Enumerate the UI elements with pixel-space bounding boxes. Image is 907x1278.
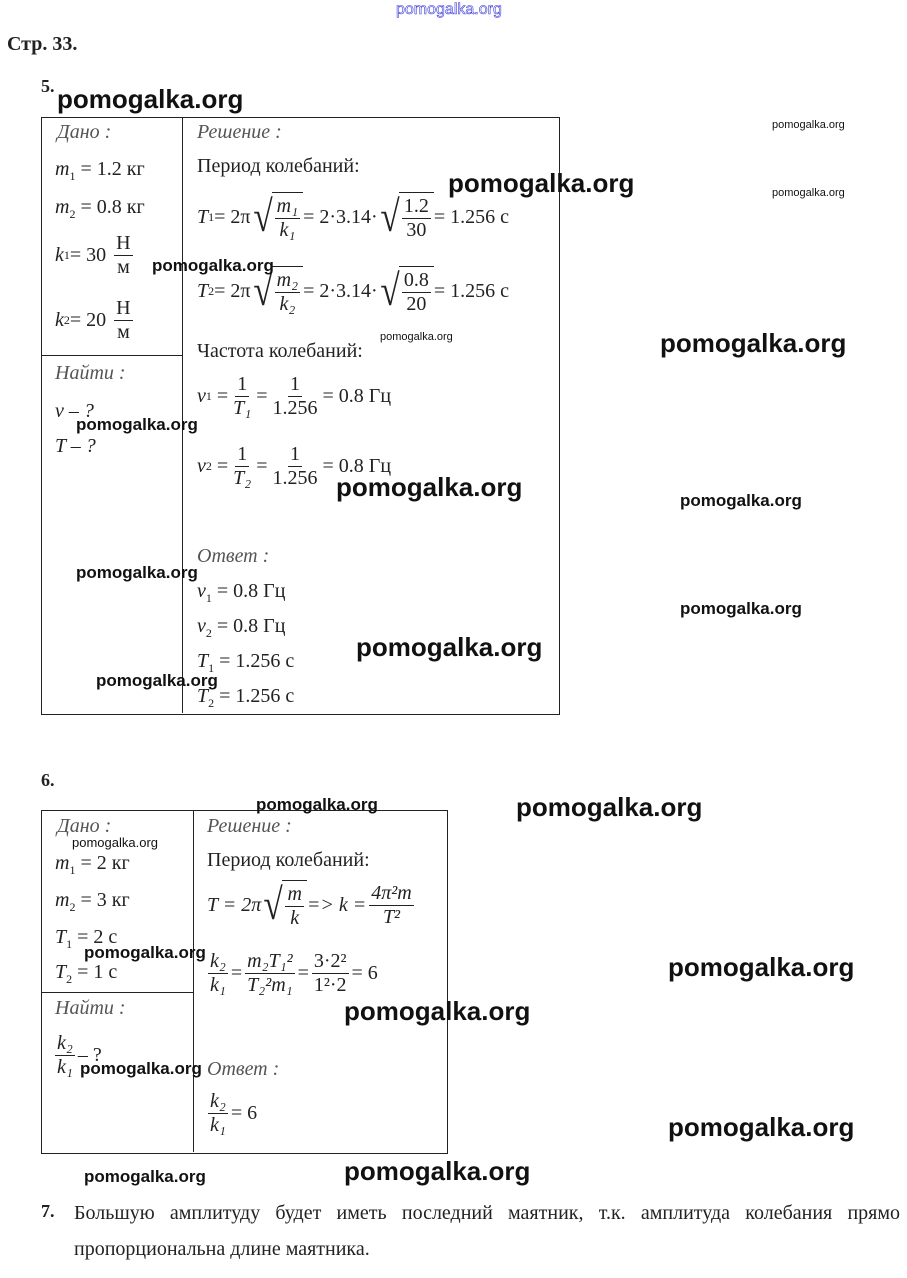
watermark: pomogalka.org bbox=[72, 835, 158, 850]
answer-label: Ответ : bbox=[207, 1058, 280, 1080]
watermark: pomogalka.org bbox=[680, 491, 802, 510]
task7-text: Большую амплитуду будет иметь последний маятник, т.к. амплитуда колебания прямо пропорциональна длине маятника. bbox=[74, 1202, 900, 1260]
task7-number: 7. bbox=[41, 1201, 55, 1221]
task6-number: 6. bbox=[41, 770, 55, 790]
watermark: pomogalka.org bbox=[152, 256, 274, 275]
given-k1: k 1 = 30 $\frac{Н}{м}$ bbox=[55, 232, 131, 278]
given-m1: $m_1 = 2$ кг bbox=[55, 852, 130, 877]
watermark: pomogalka.org bbox=[668, 1112, 855, 1142]
watermark: pomogalka.org bbox=[256, 795, 378, 814]
watermark: pomogalka.org bbox=[356, 632, 543, 662]
watermark: pomogalka.org bbox=[76, 563, 198, 582]
formula-nu1: ν 1 = $\frac{1}{\text{T₁}}$ = $\frac{1}{1.256}$ = 0.8 Гц bbox=[197, 373, 392, 419]
watermark: pomogalka.org bbox=[380, 331, 453, 343]
watermark: pomogalka.org bbox=[772, 187, 845, 199]
answer-t1: $T_1 = 1.256$ с bbox=[197, 650, 295, 675]
find-nu: ν – ? bbox=[55, 400, 94, 422]
watermark: pomogalka.org bbox=[772, 119, 845, 131]
watermark: pomogalka.org bbox=[344, 996, 531, 1026]
page-label: Стр. 33. bbox=[7, 33, 78, 55]
formula-t1: T 1 = 2π √ $\frac{\text{m₁}}{\text{k₁}}$ = 2·3.14· √ $\frac{1.2}{30}$ = 1.256 с bbox=[197, 192, 509, 241]
watermark-top: pomogalka.org bbox=[396, 1, 502, 18]
given-m1: $m_1 = 1.2$ кг bbox=[55, 158, 145, 183]
answer-t2: $T_2 = 1.256$ с bbox=[197, 685, 295, 710]
watermark: pomogalka.org bbox=[680, 599, 802, 618]
formula-nu2: ν 2 = $\frac{1}{\text{T₂}}$ = $\frac{1}{1.256}$ = 0.8 Гц bbox=[197, 443, 392, 489]
task5-number: 5. bbox=[41, 76, 55, 96]
answer-ratio: $\frac{\text{k₂}}{\text{k₁}}$ = 6 bbox=[210, 1090, 258, 1136]
divider bbox=[41, 355, 182, 356]
find-ratio: $\frac{\text{k₂}}{\text{k₁}}$ – ? bbox=[57, 1032, 102, 1078]
period-heading: Период колебаний: bbox=[197, 155, 360, 177]
watermark: pomogalka.org bbox=[336, 472, 523, 502]
freq-heading: Частота колебаний: bbox=[197, 340, 363, 362]
watermark: pomogalka.org bbox=[448, 168, 635, 198]
watermark: pomogalka.org bbox=[344, 1156, 531, 1186]
watermark: pomogalka.org bbox=[84, 1167, 206, 1186]
solution-label: Решение : bbox=[197, 121, 282, 143]
given-label: Дано : bbox=[57, 815, 112, 837]
watermark: pomogalka.org bbox=[76, 415, 198, 434]
answer-nu1: $\nu_1 = 0.8$ Гц bbox=[197, 580, 286, 605]
given-t2: $T_2 = 1$ с bbox=[55, 961, 118, 986]
divider bbox=[193, 810, 194, 1152]
watermark: pomogalka.org bbox=[516, 792, 703, 822]
find-label: Найти : bbox=[55, 362, 126, 384]
find-t: T – ? bbox=[55, 435, 96, 457]
answer-label: Ответ : bbox=[197, 545, 270, 567]
given-m2: $m_2 = 3$ кг bbox=[55, 889, 130, 914]
given-label: Дано : bbox=[57, 121, 112, 143]
watermark: pomogalka.org bbox=[660, 328, 847, 358]
find-label: Найти : bbox=[55, 997, 126, 1019]
given-t1: $T_1 = 2$ с bbox=[55, 926, 118, 951]
watermark: pomogalka.org bbox=[80, 1059, 202, 1078]
given-m2: $m_2 = 0.8$ кг bbox=[55, 196, 145, 221]
given-k2: k 2 = 20 $\frac{Н}{м}$ bbox=[55, 297, 131, 343]
solution-label: Решение : bbox=[207, 815, 292, 837]
formula-ratio: $\frac{\text{k₂}}{\text{k₁}}$ = $\frac{\text{m₂T₁²}}{\text{T₂²m₁}}$ = $\frac{\text{3·2²}}{\text{1²·2}}$ = 6 bbox=[210, 950, 378, 996]
watermark: pomogalka.org bbox=[96, 671, 218, 690]
formula-t2: T 2 = 2π √ $\frac{\text{m₂}}{\text{k₂}}$ = 2·3.14· √ $\frac{0.8}{20}$ = 1.256 с bbox=[197, 266, 509, 315]
watermark: pomogalka.org bbox=[668, 952, 855, 982]
period-heading: Период колебаний: bbox=[207, 849, 370, 871]
divider bbox=[41, 992, 193, 993]
answer-nu2: $\nu_2 = 0.8$ Гц bbox=[197, 615, 286, 640]
watermark: pomogalka.org bbox=[57, 84, 244, 114]
watermark: pomogalka.org bbox=[84, 943, 206, 962]
formula-period: T = 2π √ $\frac{m}{k}$ => k = $\frac{\text{4π²m}}{\text{T²}}$ bbox=[207, 880, 412, 929]
